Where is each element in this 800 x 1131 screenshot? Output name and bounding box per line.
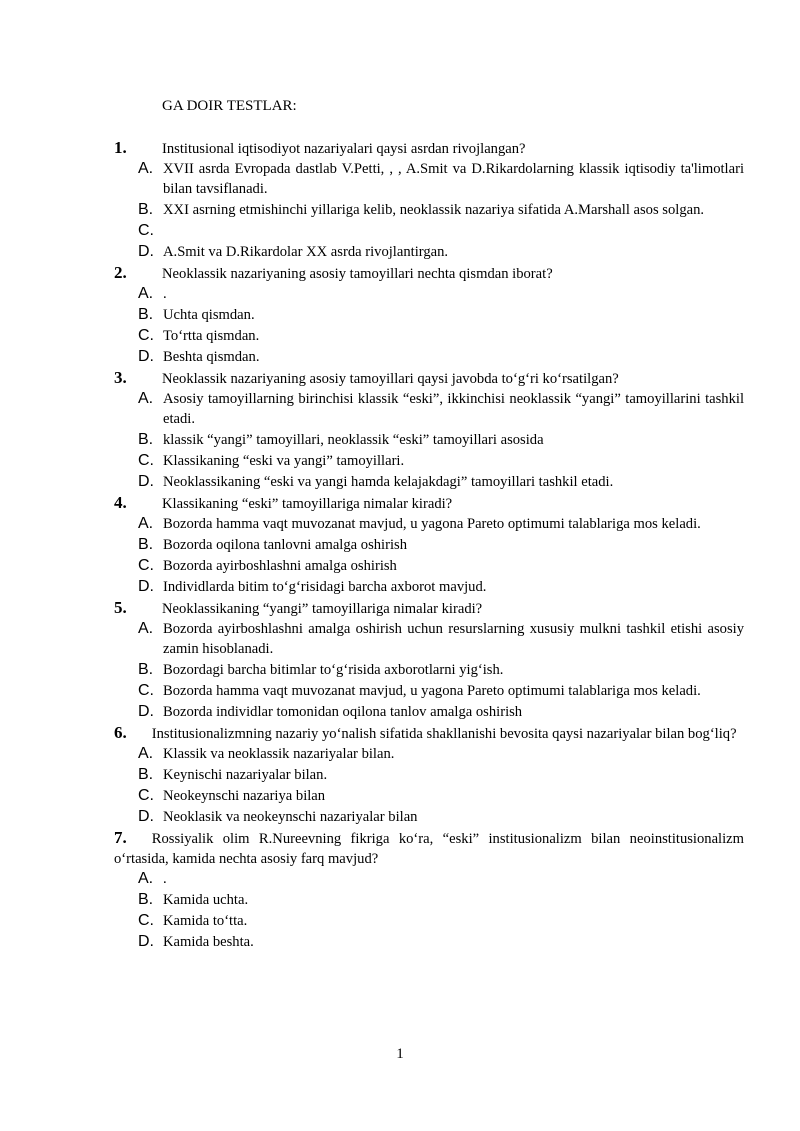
option-2a [138, 284, 744, 304]
question-number: 3. [114, 368, 127, 387]
question-text: Neoklassik nazariyaning asosiy tamoyillari nechta qismdan iborat? [162, 266, 553, 282]
option-text: klassik “yangi” tamoyillari, neoklassik “eski” tamoyillari asosida [163, 432, 544, 448]
question-7 [114, 828, 744, 869]
option-6d [138, 807, 744, 827]
option-text: Individlarda bitim to‘g‘risidagi barcha axborot mavjud. [163, 579, 487, 595]
question-1 [114, 138, 744, 159]
option-text: . [163, 871, 167, 887]
option-3d [138, 472, 744, 492]
option-text: . [163, 286, 167, 302]
option-4d [138, 577, 744, 597]
question-text: Rossiyalik olim R.Nureevning fikriga ko‘ra, “eski” institusionalizm bilan neoinstitusionalizm o‘rtasida, kamida nechta asosiy farq mavjud? [114, 831, 744, 867]
option-text: Neoklassikaning “eski va yangi hamda kelajakdagi” tamoyillari tashkil etadi. [163, 474, 614, 490]
option-text: Kamida to‘tta. [163, 913, 248, 929]
option-7c [138, 911, 744, 931]
option-letter: B. [138, 306, 154, 323]
option-letter: C. [138, 327, 154, 344]
option-letter: A. [138, 390, 154, 407]
question-number: 1. [114, 138, 127, 157]
option-letter: D. [138, 348, 154, 365]
question-number: 4. [114, 493, 127, 512]
option-2d [138, 347, 744, 367]
option-letter: A. [138, 515, 154, 532]
question-6 [114, 723, 744, 744]
option-3a [138, 389, 744, 429]
option-5c [138, 681, 744, 701]
option-letter: B. [138, 891, 154, 908]
option-6b [138, 765, 744, 785]
option-5a [138, 619, 744, 659]
option-letter: C. [138, 912, 154, 929]
test-questions [114, 138, 744, 953]
option-letter: B. [138, 431, 154, 448]
option-text [163, 221, 744, 241]
option-5d [138, 702, 744, 722]
option-4c [138, 556, 744, 576]
option-text: Bozorda hamma vaqt muvozanat mavjud, u yagona Pareto optimumi talablariga mos keladi. [163, 516, 701, 532]
question-number: 2. [114, 263, 127, 282]
option-3b [138, 430, 744, 450]
question-number: 7. [114, 828, 127, 847]
option-2b [138, 305, 744, 325]
option-4a [138, 514, 744, 534]
option-text: A.Smit va D.Rikardolar XX asrda rivojlantirgan. [163, 244, 449, 260]
option-2c [138, 326, 744, 346]
question-text: Klassikaning “eski” tamoyillariga nimalar kiradi? [162, 496, 453, 512]
option-text: Uchta qismdan. [163, 307, 255, 323]
option-text: XVII asrda Evropada dastlab V.Petti, , , A.Smit va D.Rikardolarning klassik iqtisodiy ta'limotlari bilan tavsiflanadi. [163, 161, 744, 197]
option-letter: D. [138, 808, 154, 825]
option-text: Bozorda individlar tomonidan oqilona tanlov amalga oshirish [163, 704, 523, 720]
option-letter: A. [138, 745, 154, 762]
option-1c [138, 221, 744, 241]
option-letter: B. [138, 536, 154, 553]
option-7a [138, 869, 744, 889]
option-text: Kamida uchta. [163, 892, 249, 908]
option-1a [138, 159, 744, 199]
option-letter: B. [138, 661, 154, 678]
option-letter: D. [138, 243, 154, 260]
option-5b [138, 660, 744, 680]
option-text: Beshta qismdan. [163, 349, 260, 365]
option-letter: B. [138, 766, 154, 783]
option-letter: C. [138, 787, 154, 804]
page-number: 1 [396, 1046, 404, 1062]
question-text: Neoklassik nazariyaning asosiy tamoyillari qaysi javobda to‘g‘ri ko‘rsatilgan? [162, 371, 619, 387]
option-7d [138, 932, 744, 952]
option-text: XXI asrning etmishinchi yillariga kelib, neoklassik nazariya sifatida A.Marshall asos solgan. [163, 202, 705, 218]
question-2 [114, 263, 744, 284]
option-text: Bozorda hamma vaqt muvozanat mavjud, u yagona Pareto optimumi talablariga mos keladi. [163, 683, 701, 699]
option-letter: A. [138, 285, 154, 302]
question-text: Neoklassikaning “yangi” tamoyillariga nimalar kiradi? [162, 601, 483, 617]
option-text: Bozorda ayirboshlashni amalga oshirish [163, 558, 397, 574]
option-letter: A. [138, 870, 154, 887]
option-letter: A. [138, 160, 154, 177]
option-letter: D. [138, 473, 154, 490]
option-6c [138, 786, 744, 806]
option-1d [138, 242, 744, 262]
option-letter: C. [138, 452, 154, 469]
option-6a [138, 744, 744, 764]
option-letter: B. [138, 201, 154, 218]
option-7b [138, 890, 744, 910]
option-text: Bozorda ayirboshlashni amalga oshirish uchun resurslarning xususiy mulkni tashkil etishi asosiy zamin hisoblanadi. [163, 621, 744, 657]
question-number: 6. [114, 723, 127, 742]
option-text: Keynischi nazariyalar bilan. [163, 767, 328, 783]
option-letter: C. [138, 222, 154, 239]
option-text: Kamida beshta. [163, 934, 254, 950]
option-text: To‘rtta qismdan. [163, 328, 260, 344]
option-text: Bozorda oqilona tanlovni amalga oshirish [163, 537, 407, 553]
option-letter: D. [138, 703, 154, 720]
question-4 [114, 493, 744, 514]
option-text: Klassik va neoklassik nazariyalar bilan. [163, 746, 395, 762]
option-letter: D. [138, 578, 154, 595]
question-3 [114, 368, 744, 389]
option-letter: A. [138, 620, 154, 637]
option-letter: C. [138, 682, 154, 699]
option-1b [138, 200, 744, 220]
question-text: Institusionalizmning nazariy yo‘nalish sifatida shakllanishi bevosita qaysi nazariyalar bilan bog‘liq? [151, 726, 737, 742]
option-text: Neoklasik va neokeynschi nazariyalar bilan [163, 809, 418, 825]
option-text: Neokeynschi nazariya bilan [163, 788, 326, 804]
question-number: 5. [114, 598, 127, 617]
question-5 [114, 598, 744, 619]
option-text: Bozordagi barcha bitimlar to‘g‘risida axborotlarni yig‘ish. [163, 662, 504, 678]
option-text: Klassikaning “eski va yangi” tamoyillari. [163, 453, 405, 469]
page-title: GA DOIR TESTLAR: [162, 98, 297, 114]
option-3c [138, 451, 744, 471]
question-text: Institusional iqtisodiyot nazariyalari qaysi asrdan rivojlangan? [162, 141, 526, 157]
option-letter: D. [138, 933, 154, 950]
option-letter: C. [138, 557, 154, 574]
option-4b [138, 535, 744, 555]
option-text: Asosiy tamoyillarning birinchisi klassik “eski”, ikkinchisi neoklassik “yangi” tamoyillarini tashkil etadi. [163, 391, 744, 427]
